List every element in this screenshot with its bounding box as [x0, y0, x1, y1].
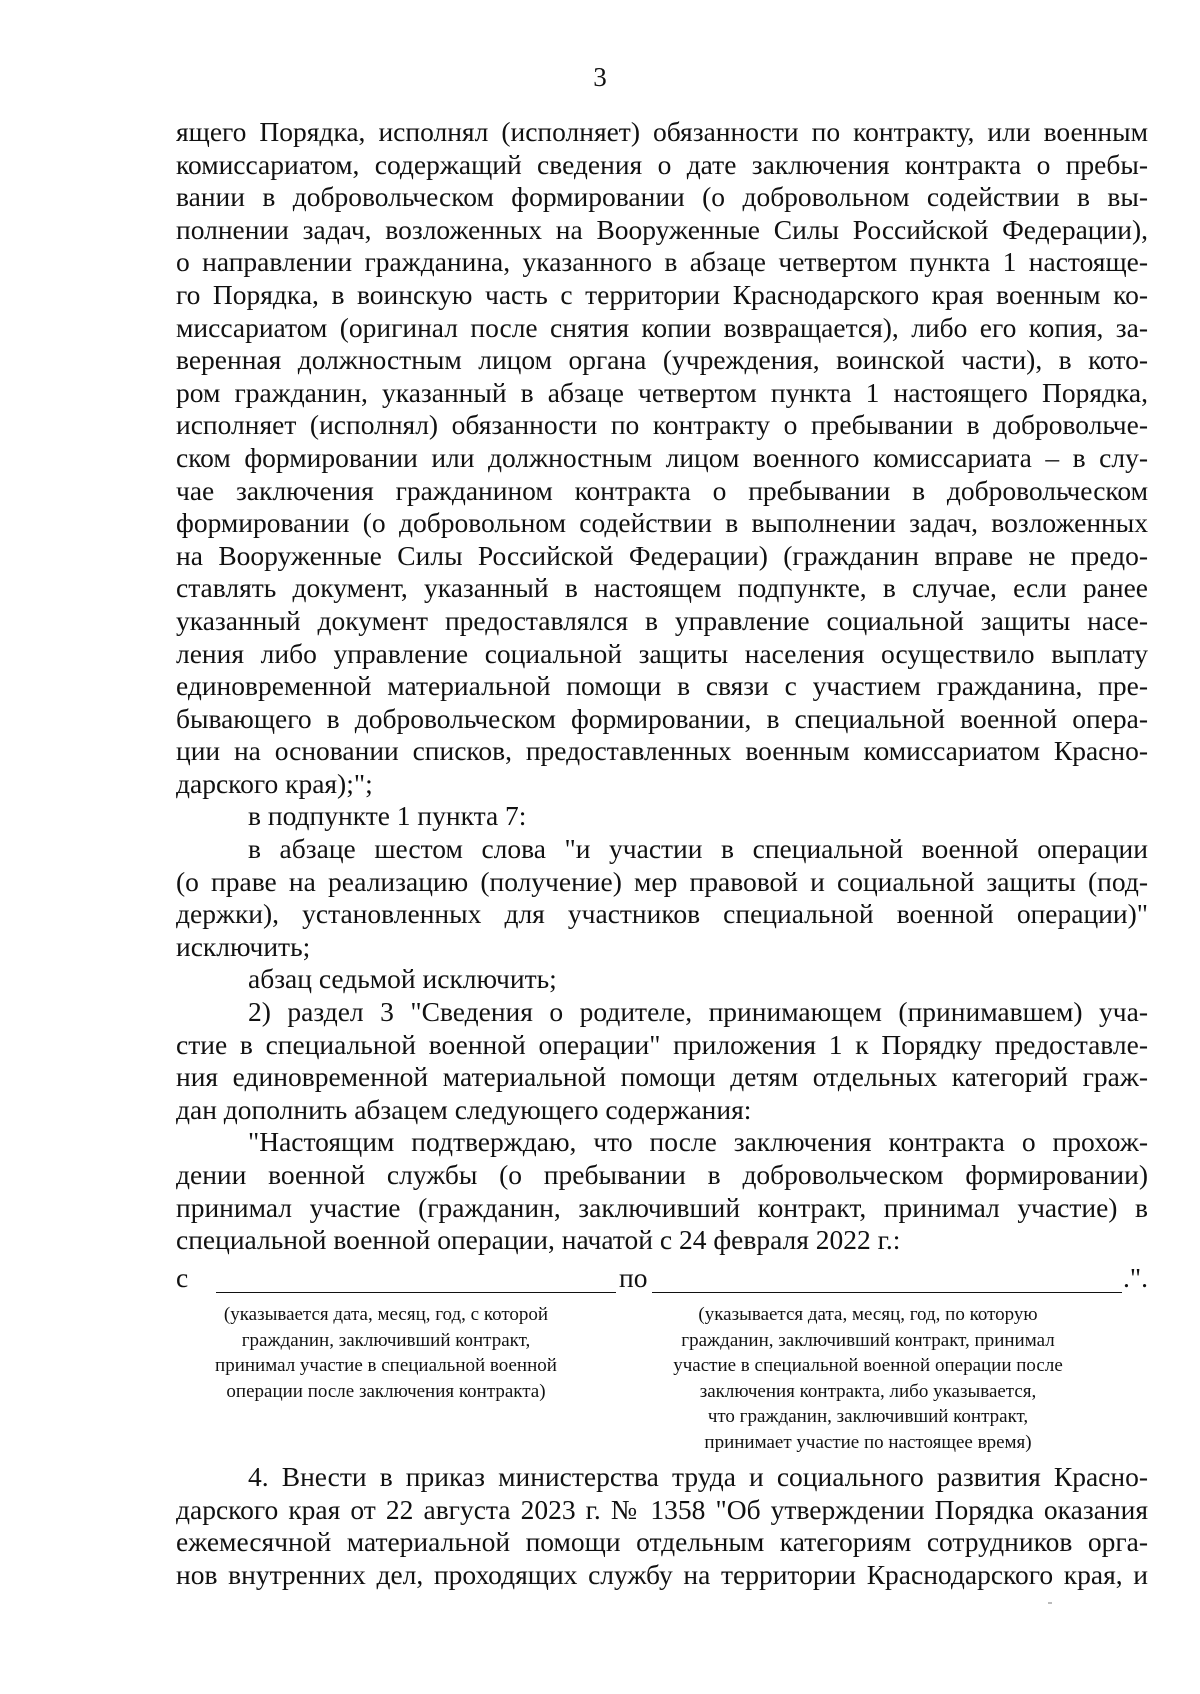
from-date-caption [176, 1302, 596, 1404]
main-text-block [176, 116, 1148, 1257]
text-line: 2) раздел 3 "Сведения о родителе, принимающем (принимавшем) уча- [248, 996, 1148, 1028]
text-line: формировании (о добровольном содействии в выполнении задач, возложенных [176, 507, 1148, 539]
text-line: держки), установленных для участников специальной военной операции)" [176, 898, 1148, 930]
text-line: исполняет (исполнял) обязанности по контракту о пребывании в добровольче- [176, 409, 1148, 441]
from-label: с [176, 1262, 189, 1293]
text-line: миссариатом (оригинал после снятия копии возвращается), либо его копия, за- [176, 311, 1148, 343]
text-line: веренная должностным лицом органа (учреждения, воинской части), в кото- [176, 344, 1148, 376]
text-line: комиссариатом, содержащий сведения о дате заключения контракта о пребы- [176, 148, 1148, 180]
text-line: дан дополнить абзацем следующего содержания: [176, 1093, 752, 1125]
text-line: дарского края);"; [176, 767, 373, 799]
text-line: 4. Внести в приказ министерства труда и социального развития Красно- [248, 1461, 1148, 1492]
text-line: (о праве на реализацию (получение) мер правовой и социальной защиты (под- [176, 865, 1148, 897]
text-line: ния единовременной материальной помощи детям отдельных категорий граж- [176, 1061, 1148, 1093]
text-line: чае заключения гражданином контракта о пребывании в добровольческом [176, 474, 1148, 506]
text-line: ском формировании или должностным лицом военного комиссариата – в слу- [176, 441, 1148, 473]
text-line: дении военной службы (о пребывании в добровольческом формировании) [176, 1159, 1148, 1190]
text-line: о направлении гражданина, указанного в абзаце четвертом пункта 1 настояще- [176, 246, 1148, 278]
to-date-caption [628, 1302, 1108, 1455]
caption-line: принимает участие по настоящее время) [704, 1431, 1032, 1453]
text-line: специальной военной операции, начатой с 24 февраля 2022 г.: [176, 1224, 901, 1256]
caption-line: заключения контракта, либо указывается, [699, 1380, 1037, 1402]
from-date-blank-line [216, 1292, 616, 1293]
text-line: на Вооруженные Силы Российской Федерации) (гражданин вправе не предо- [176, 539, 1148, 571]
caption-line: (указывается дата, месяц, год, по которую [698, 1304, 1038, 1325]
text-line: указанный документ предоставлялся в управление социальной защиты насе- [176, 604, 1148, 636]
paragraph [176, 1126, 1148, 1256]
paragraph [176, 833, 1148, 963]
text-line: ставлять документ, указанный в настоящем подпункте, в случае, если ранее [176, 572, 1148, 604]
to-label: по [619, 1262, 648, 1293]
text-line: "Настоящим подтверждаю, что после заключения контракта о прохож- [248, 1126, 1148, 1158]
text-line: стие в специальной военной операции" приложения 1 к Порядку предоставле- [176, 1028, 1148, 1060]
date-fill-row [176, 1262, 1148, 1296]
caption-line: гражданин, заключивший контракт, принимал [681, 1329, 1055, 1351]
page-number: 3 [593, 62, 607, 92]
caption-line: принимал участие в специальной военной [215, 1355, 557, 1376]
caption-line: (указывается дата, месяц, год, с которой [223, 1304, 549, 1325]
text-line: ежемесячной материальной помощи отдельным категориям сотрудников орга- [176, 1526, 1148, 1558]
paragraph [176, 963, 1148, 996]
closing-quote-mark: .". [1123, 1262, 1148, 1293]
caption-line: что гражданин, заключивший контракт, [707, 1406, 1029, 1427]
to-date-blank-line [652, 1292, 1122, 1293]
text-line: ящего Порядка, исполнял (исполняет) обязанности по контракту, или военным [176, 116, 1148, 147]
text-line: в абзаце шестом слова "и участии в специальной военной операции [248, 833, 1148, 865]
text-line: дарского края от 22 августа 2023 г. № 1358 "Об утверждении Порядка оказания [176, 1493, 1148, 1525]
text-line: ления либо управление социальной защиты населения осуществило выплату [176, 637, 1148, 669]
scan-artifact-mark [1048, 1602, 1052, 1604]
caption-line: участие в специальной военной операции после [673, 1355, 1063, 1376]
text-line: полнении задач, возложенных на Вооруженные Силы Российской Федерации), [176, 213, 1148, 245]
text-line: го Порядка, в воинскую часть с территории Краснодарского края военным ко- [176, 278, 1148, 310]
text-line: ции на основании списков, предоставленных военным комиссариатом Красно- [176, 735, 1148, 767]
text-line: единовременной материальной помощи в связи с участием гражданина, пре- [176, 670, 1148, 702]
text-line: ром гражданин, указанный в абзаце четвертом пункта 1 настоящего Порядка, [176, 376, 1148, 408]
text-line: бывающего в добровольческом формировании, в специальной военной опера- [176, 702, 1148, 734]
paragraph [176, 116, 1148, 800]
caption-line: гражданин, заключивший контракт, [241, 1329, 531, 1351]
paragraph [176, 1461, 1148, 1591]
paragraph [176, 996, 1148, 1126]
paragraph [176, 800, 1148, 833]
text-line: в подпункте 1 пункта 7: [248, 800, 527, 832]
text-line: нов внутренних дел, проходящих службу на территории Краснодарского края, и [176, 1558, 1148, 1590]
text-line: абзац седьмой исключить; [248, 963, 557, 995]
text-line: принимал участие (гражданин, заключивший контракт, принимал участие) в [176, 1191, 1148, 1223]
caption-line: операции после заключения контракта) [226, 1380, 546, 1402]
item-4-paragraph [176, 1461, 1148, 1591]
text-line: исключить; [176, 930, 311, 962]
text-line: вании в добровольческом формировании (о добровольном содействии в вы- [176, 181, 1148, 213]
